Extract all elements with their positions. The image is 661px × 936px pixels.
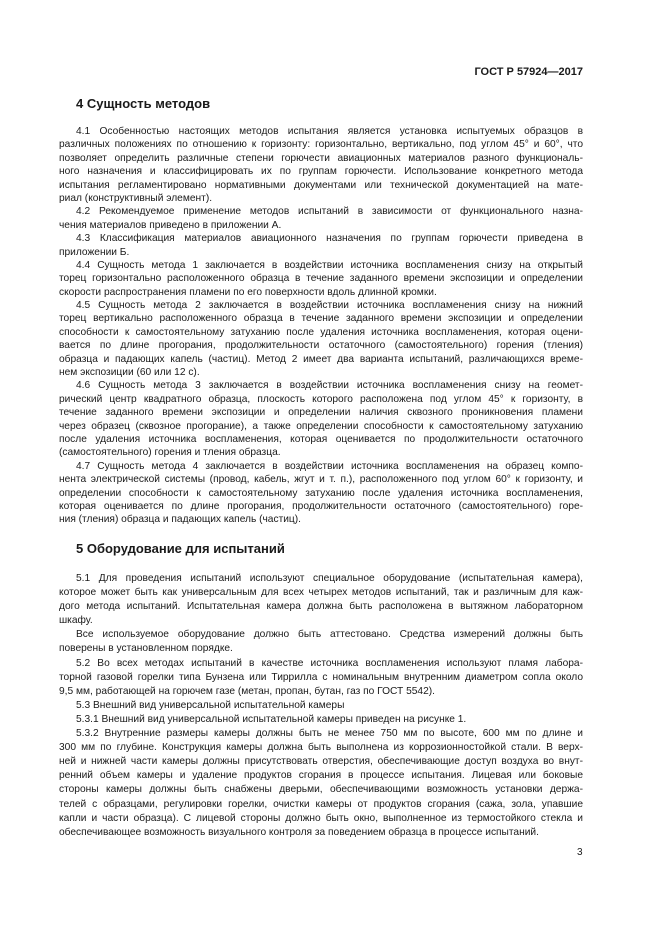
paragraph-line: поверены в установленном порядке. <box>59 643 233 655</box>
paragraph <box>59 713 583 727</box>
page-number: 3 <box>577 847 583 858</box>
paragraph <box>59 205 583 232</box>
paragraph <box>59 657 583 699</box>
section-5-heading: 5 Оборудование для испытаний <box>76 541 285 556</box>
paragraph-line: 4.6 Сущность метода 3 заключается в воздействии источника воспламенения снизу на геомет- <box>76 380 583 392</box>
paragraph-line: 4.4 Сущность метода 1 заключается в воздействии источника воспламенения снизу на открытый <box>76 259 583 271</box>
paragraph-line: вается по длине прогорания, продолжительности остаточного (самостоятельного) горения (тления) <box>59 340 583 352</box>
paragraph-line: ния (тления) образца и падающих капель (частиц). <box>59 514 301 526</box>
paragraph-line: 4.3 Классификация материалов авиационного назначения по группам горючести приведена в <box>76 233 583 245</box>
paragraph <box>59 628 583 656</box>
paragraph-line: позволяет определить различные степени горючести авиационных материалов разного функциональ- <box>59 152 583 164</box>
paragraph-line: 9,5 мм, работающей на горючем газе (метан, пропан, бутан, газ по ГОСТ 5542). <box>59 685 435 697</box>
paragraph-line: торной газовой горелки типа Бунзена или Тиррилла с номинальным внутренним диаметром сопла около <box>59 671 583 683</box>
paragraph-line: 5.3.2 Внутренние размеры камеры должны быть не менее 750 мм по высоте, 600 мм по длине и <box>76 728 583 740</box>
paragraph-line: 4.7 Сущность метода 4 заключается в воздействии источника воспламенения на образец компо- <box>76 460 583 472</box>
section-4-body <box>59 125 583 527</box>
paragraph-line: приложении Б. <box>59 246 130 258</box>
section-4-heading: 4 Сущность методов <box>76 96 211 111</box>
paragraph-line: которая оценивается по длине прогорания, продолжительности остаточного (самостоятельного) горе- <box>59 500 583 512</box>
paragraph-line: торец вертикально расположенного образца в течение заданного времени экспозиции и определении <box>59 313 583 325</box>
paragraph-line: образца и падающих капель (частиц). Метод 2 имеет два варианта испытаний, различающихся време- <box>59 353 583 365</box>
paragraph <box>59 699 583 713</box>
paragraph-line: риал (конструктивный элемент). <box>59 192 213 204</box>
paragraph-line: 4.5 Сущность метода 2 заключается в воздействии источника воспламенения снизу на нижний <box>76 300 583 312</box>
paragraph-line: 5.3.1 Внешний вид универсальной испытательной камеры приведен на рисунке 1. <box>76 713 467 725</box>
paragraph-line: 4.2 Рекомендуемое применение методов испытаний в зависимости от функционального назна- <box>76 206 583 218</box>
paragraph <box>59 125 583 205</box>
paragraph-line: 300 мм по глубине. Конструкция камеры должна быть выполнена из коррозионностойкой стали. В верх- <box>59 742 583 754</box>
paragraph-line: ней и нижней части камеры должны присутствовать отверстия, обеспечивающие доступ воздуха во внут- <box>59 756 583 768</box>
paragraph <box>59 259 583 299</box>
paragraph-line: капли и части образца). С лицевой стороны должно быть окно, выполненное из термостойкого стекла и <box>59 812 583 824</box>
paragraph-line: скорости распространения пламени по его поверхности вдоль длинной кромки. <box>59 286 437 298</box>
paragraph-line: определении способности к самостоятельному затуханию после удаления источника воспламенения, <box>59 487 583 499</box>
paragraph-line: обеспечивающее возможность визуального контроля за поведением образца в процессе испытаний. <box>59 826 539 838</box>
paragraph-line: через образец (сквозное прогорание), а также определении способности к самостоятельному затуханию <box>59 420 583 432</box>
paragraph-line: 5.1 Для проведения испытаний используют специальное оборудование (испытательная камера), <box>76 573 583 584</box>
paragraph-line: 5.3 Внешний вид универсальной испытательной камеры <box>76 699 345 711</box>
document-header-id: ГОСТ Р 57924—2017 <box>474 66 583 78</box>
paragraph-line: испытания регламентировано нормативными документами или технической документацией на мате- <box>59 179 583 191</box>
paragraph-line: нента электрической системы (провод, кабель, жгут и т. п.), расположенного под углом 60° к горизонту, и <box>59 474 583 486</box>
paragraph-line: торец горизонтально расположенного образца в течение заданного времени экспозиции и определении <box>59 273 583 285</box>
paragraph-line: 5.2 Во всех методах испытаний в качестве источника воспламенения используют пламя лабора- <box>76 657 583 669</box>
paragraph-line: 4.1 Особенностью настоящих методов испытания является установка испытуемых образцов в <box>76 126 583 137</box>
paragraph-line: шкафу. <box>59 615 93 627</box>
paragraph <box>59 572 583 628</box>
paragraph-line: нем экспозиции (60 или 12 с). <box>59 367 200 379</box>
paragraph-line: Все используемое оборудование должно быть аттестовано. Средства измерений должны быть <box>76 629 583 641</box>
paragraph-line: которое может быть как универсальным для всех четырех методов испытаний, так и различным для каж- <box>59 587 583 599</box>
paragraph-line: телей с образцами, регулировки горелки, очистки камеры от продуктов сгорания (сажа, зола, упавшие <box>59 798 583 810</box>
paragraph <box>59 460 583 527</box>
paragraph-line: после удаления источника воспламенения, которая оценивается по продолжительности остаточного <box>59 433 583 445</box>
paragraph-line: дого метода испытаний. Испытательная камера должна быть расположена в вытяжном лабораторном <box>59 601 583 613</box>
paragraph-line: течение заданного времени экспозиции и определении наличия сквозного проникновения пламени <box>59 407 583 419</box>
paragraph-line: способности к самостоятельному затуханию после удаления источника воспламенения, которая оцени- <box>59 326 583 338</box>
paragraph-line: стороны камеры должны быть снабжены дверьми, обеспечивающими возможность установки держа- <box>59 784 583 796</box>
paragraph <box>59 232 583 259</box>
paragraph-line: (самостоятельного) горения и тления образца. <box>59 447 281 459</box>
paragraph-line: ного назначения и классифицировать их по группам горючести. Использование конкретного метода <box>59 166 583 178</box>
section-5-body <box>59 572 583 840</box>
paragraph-line: рический центр квадратного образца, плоскость которого расположена под углом 45° к горизонту, в <box>59 393 583 405</box>
paragraph-line: различных положениях по отношению к горизонту: горизонтально, вертикально, под углом 45° и 60°, что <box>59 139 583 151</box>
paragraph <box>59 379 583 459</box>
paragraph <box>59 727 583 840</box>
paragraph-line: ренний объем камеры и удаление продуктов сгорания в процессе испытания. Лицевая или боковые <box>59 770 583 782</box>
paragraph <box>59 299 583 379</box>
paragraph-line: чения материалов приведено в приложении А. <box>59 219 282 231</box>
